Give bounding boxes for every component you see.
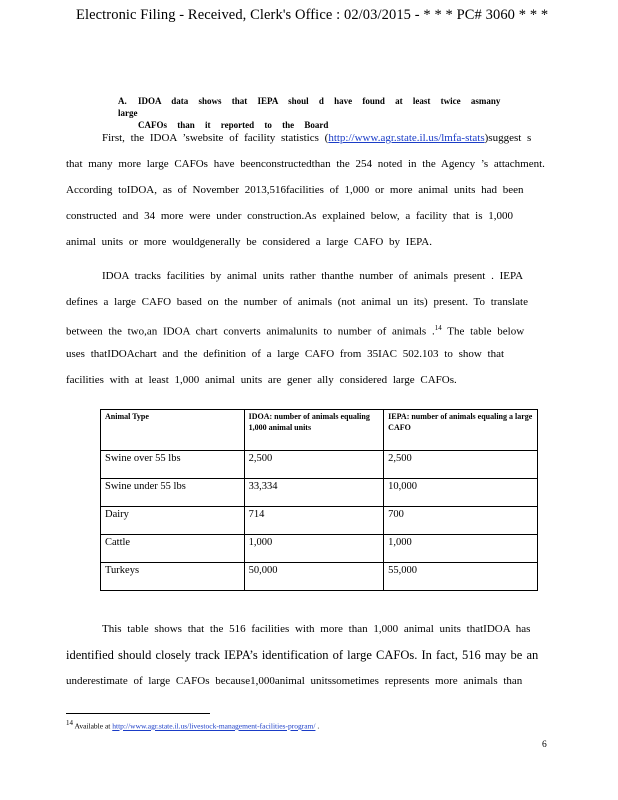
- table-cell: 55,000: [384, 563, 538, 591]
- table-row: [101, 507, 538, 535]
- table-cell: 33,334: [244, 479, 384, 507]
- footnote-number: 14: [66, 719, 73, 727]
- section-heading-line-2: CAFOs than it reported to the Board: [138, 120, 329, 130]
- table-cell: 700: [384, 507, 538, 535]
- section-number: A.: [118, 96, 127, 106]
- paragraph-line: According toIDOA, as of November 2013,516facilities of 1,000 or more animal units had been: [66, 184, 524, 196]
- idoa-stats-link[interactable]: http://www.agr.state.il.us/lmfa-stats: [328, 132, 485, 144]
- table-cell: Dairy: [101, 507, 245, 535]
- paragraph-line: facilities with at least 1,000 animal units are gener ally considered large CAFOs.: [66, 374, 457, 386]
- table-header-row: [101, 410, 538, 451]
- page-number: 6: [542, 740, 547, 750]
- paragraph-2: [66, 270, 548, 400]
- paragraph-line: underestimate of large CAFOs because1,000animal unitssometimes represents more animals than: [66, 675, 523, 687]
- table-row: [101, 451, 538, 479]
- table-cell: Swine over 55 lbs: [101, 451, 245, 479]
- footnote-ref: 14: [434, 324, 442, 332]
- table-cell: 1,000: [384, 535, 538, 563]
- footnote: $^{14}$ Available at http://www.agr.state.il.us/livestock-management-facilities-program/ .: [66, 719, 320, 731]
- animal-units-table: [100, 409, 538, 591]
- table-cell: 2,500: [244, 451, 384, 479]
- section-heading: [118, 95, 518, 131]
- table-cell: 50,000: [244, 563, 384, 591]
- footnote-label: Available at: [74, 721, 111, 731]
- footnote-divider: [66, 713, 210, 714]
- table-cell: 10,000: [384, 479, 538, 507]
- paragraph-line: identified should closely track IEPA’s identification of large CAFOs. In fact, 516 may be an: [66, 648, 539, 662]
- paragraph-line: IDOA tracks facilities by animal units rather thanthe number of animals present . IEPA: [102, 270, 524, 282]
- paragraph-line: that many more large CAFOs have beenconstructedthan the 254 noted in the Agency ’s attachment.: [66, 158, 545, 170]
- table-cell: 1,000: [244, 535, 384, 563]
- section-heading-line-1: IDOA data shows that IEPA shoul d have found at least twice asmany large: [118, 96, 501, 118]
- table-row: [101, 535, 538, 563]
- table-row: [101, 479, 538, 507]
- paragraph-line: defines a large CAFO based on the number of animals (not animal un its) present. To translate: [66, 296, 528, 308]
- table-cell: Swine under 55 lbs: [101, 479, 245, 507]
- table-row: [101, 563, 538, 591]
- paragraph-line: uses thatIDOAchart and the definition of a large CAFO from 35IAC 502.103 to show that: [66, 348, 505, 360]
- footnote-link[interactable]: http://www.agr.state.il.us/livestock-management-facilities-program/: [112, 721, 316, 731]
- paragraph-line: First, the IDOA ’swebsite of facility statistics (http://www.agr.state.il.us/lmfa-stats)suggest s: [102, 132, 532, 144]
- paragraph-line: This table shows that the 516 facilities with more than 1,000 animal units thatIDOA has: [102, 623, 531, 635]
- paragraph-line: constructed and 34 more were under construction.As explained below, a facility that is 1,000: [66, 210, 513, 222]
- paragraph-line: between the two,an IDOA chart converts animalunits to number of animals .$^{14}$ The table below: [66, 324, 525, 338]
- paragraph-1: [66, 132, 548, 262]
- table-cell: Turkeys: [101, 563, 245, 591]
- table-cell: 2,500: [384, 451, 538, 479]
- column-header: Animal Type: [101, 410, 245, 451]
- paragraph-3: [66, 623, 548, 701]
- table-cell: 714: [244, 507, 384, 535]
- paragraph-line: animal units or more wouldgenerally be considered a large CAFO by IEPA.: [66, 236, 432, 248]
- column-header: IDOA: number of animals equaling 1,000 animal units: [244, 410, 384, 451]
- table-cell: Cattle: [101, 535, 245, 563]
- filing-header: Electronic Filing - Received, Clerk's Office : 02/03/2015 - * * * PC# 3060 * * *: [76, 7, 549, 23]
- column-header: IEPA: number of animals equaling a large CAFO: [384, 410, 538, 451]
